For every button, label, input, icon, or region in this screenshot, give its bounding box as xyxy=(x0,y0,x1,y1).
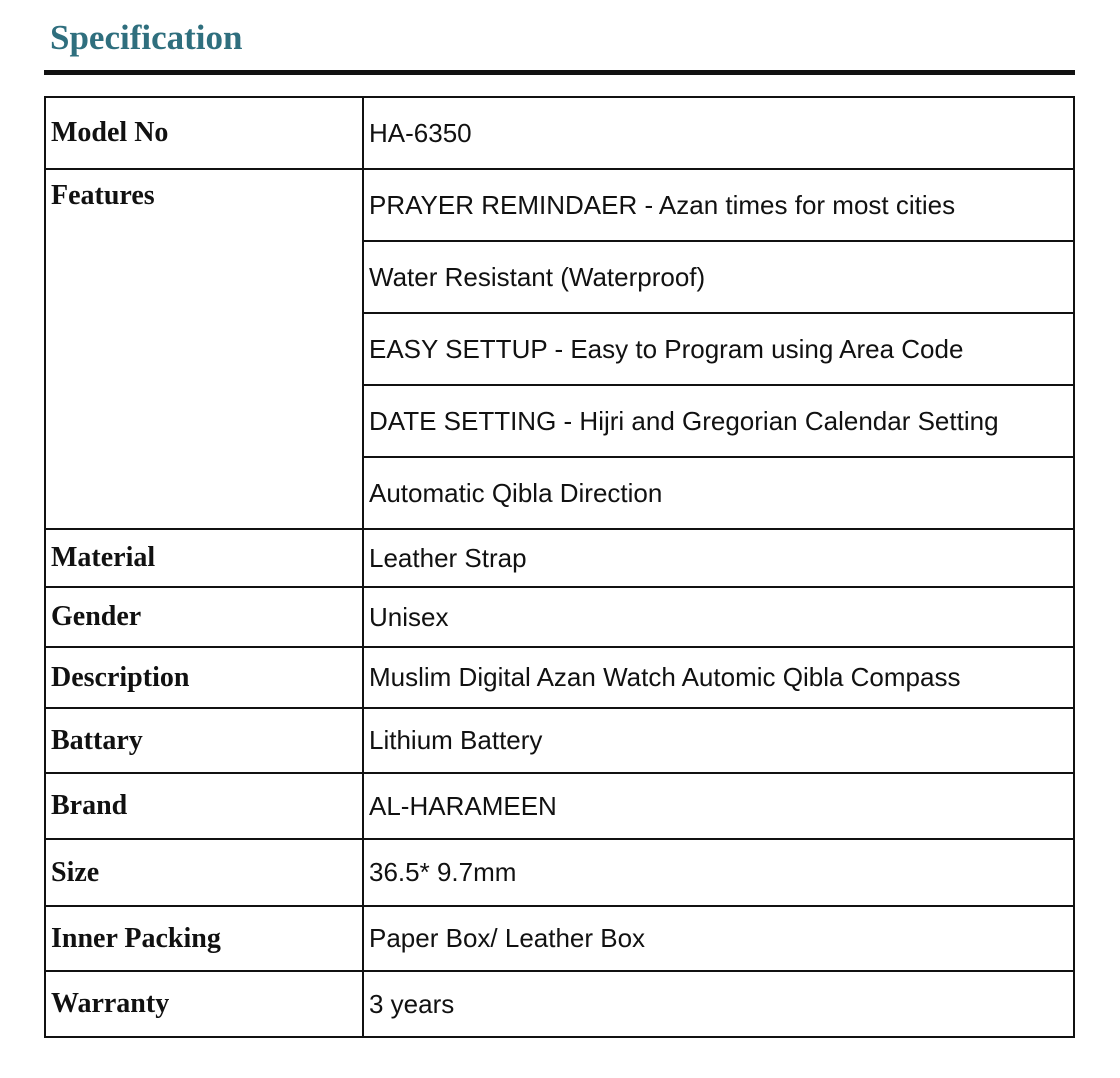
row-value-description: Muslim Digital Azan Watch Automic Qibla Compass xyxy=(363,647,1074,708)
table-row-gender xyxy=(45,587,1074,647)
row-label-model-no: Model No xyxy=(45,97,363,169)
feature-item: Automatic Qibla Direction xyxy=(363,457,1074,529)
table-row-size xyxy=(45,839,1074,906)
table-row-features xyxy=(45,169,1074,241)
table-row-inner-packing xyxy=(45,906,1074,971)
row-label-battary: Battary xyxy=(45,708,363,773)
row-value-model-no: HA-6350 xyxy=(363,97,1074,169)
row-label-features: Features xyxy=(45,169,363,529)
table-row-model-no xyxy=(45,97,1074,169)
title-divider xyxy=(44,70,1075,75)
table-row-battary xyxy=(45,708,1074,773)
row-value-size: 36.5* 9.7mm xyxy=(363,839,1074,906)
row-label-size: Size xyxy=(45,839,363,906)
row-label-gender: Gender xyxy=(45,587,363,647)
row-label-brand: Brand xyxy=(45,773,363,839)
row-label-description: Description xyxy=(45,647,363,708)
row-value-brand: AL-HARAMEEN xyxy=(363,773,1074,839)
table-row-material xyxy=(45,529,1074,587)
page-title: Specification xyxy=(50,18,243,57)
table-row-warranty xyxy=(45,971,1074,1037)
row-label-warranty: Warranty xyxy=(45,971,363,1037)
row-value-inner-packing: Paper Box/ Leather Box xyxy=(363,906,1074,971)
specification-table xyxy=(44,96,1075,1038)
row-value-battary: Lithium Battery xyxy=(363,708,1074,773)
feature-item: PRAYER REMINDAER - Azan times for most cities xyxy=(363,169,1074,241)
table-row-description xyxy=(45,647,1074,708)
row-label-material: Material xyxy=(45,529,363,587)
row-value-gender: Unisex xyxy=(363,587,1074,647)
row-value-warranty: 3 years xyxy=(363,971,1074,1037)
feature-item: DATE SETTING - Hijri and Gregorian Calendar Setting xyxy=(363,385,1074,457)
row-value-material: Leather Strap xyxy=(363,529,1074,587)
feature-item: EASY SETTUP - Easy to Program using Area Code xyxy=(363,313,1074,385)
table-row-brand xyxy=(45,773,1074,839)
feature-item: Water Resistant (Waterproof) xyxy=(363,241,1074,313)
row-label-inner-packing: Inner Packing xyxy=(45,906,363,971)
